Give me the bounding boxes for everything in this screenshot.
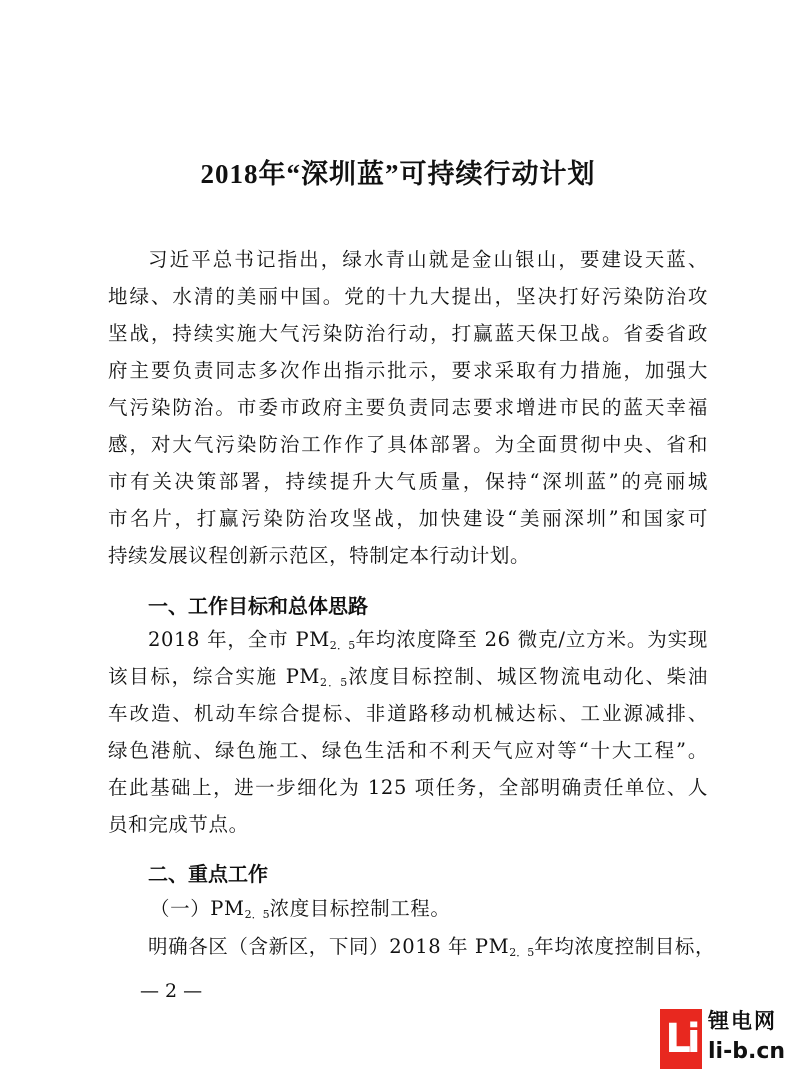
intro-line: 府主要负责同志多次作出指示批示，要求采取有力措施，加强大 bbox=[108, 359, 708, 382]
goal-line: 员和完成节点。 bbox=[108, 813, 249, 836]
body-text: 明确各区（含新区，下同）2018 年 PM bbox=[148, 935, 510, 958]
intro-line: 市名片，打赢污染防治攻坚战，加快建设“美丽深圳”和国家可 bbox=[108, 507, 708, 530]
section-heading-1: 一、工作目标和总体思路 bbox=[148, 594, 368, 618]
pm-subscript: 2．5 bbox=[319, 676, 348, 689]
goal-text: 浓度目标控制、城区物流电动化、柴油 bbox=[347, 665, 709, 688]
goal-line bbox=[108, 665, 708, 695]
goal-line bbox=[148, 628, 708, 658]
goal-text: 该目标，综合实施 PM bbox=[108, 665, 320, 688]
intro-line: 市有关决策部署，持续提升大气质量，保持“深圳蓝”的亮丽城 bbox=[108, 470, 708, 493]
intro-line: 坚战，持续实施大气污染防治行动，打赢蓝天保卫战。省委省政 bbox=[108, 322, 708, 345]
subsection-text: （一）PM bbox=[150, 897, 245, 920]
watermark-logo: Li bbox=[660, 1009, 702, 1069]
section-heading-2: 二、重点工作 bbox=[148, 862, 268, 886]
goal-text: 年均浓度降至 26 微克/立方米。为实现 bbox=[355, 628, 709, 651]
intro-line: 气污染防治。市委市政府主要负责同志要求增进市民的蓝天幸福 bbox=[108, 396, 708, 419]
pm-subscript: 2．5 bbox=[509, 946, 535, 959]
goal-line: 在此基础上，进一步细化为 125 项任务，全部明确责任单位、人 bbox=[108, 776, 708, 799]
goal-line: 车改造、机动车综合提标、非道路移动机械达标、工业源减排、 bbox=[108, 702, 708, 725]
goal-text: 2018 年，全市 PM bbox=[148, 628, 330, 651]
site-watermark bbox=[650, 1003, 796, 1077]
intro-line: 地绿、水清的美丽中国。党的十九大提出，坚决打好污染防治攻 bbox=[108, 285, 708, 308]
intro-line: 习近平总书记指出，绿水青山就是金山银山，要建设天蓝、 bbox=[148, 248, 708, 271]
subsection-text: 浓度目标控制工程。 bbox=[269, 897, 451, 920]
intro-line: 持续发展议程创新示范区，特制定本行动计划。 bbox=[108, 544, 531, 567]
watermark-site-url: li-b.cn bbox=[708, 1039, 786, 1064]
subsection-heading bbox=[150, 897, 690, 927]
document-title: 2018年“深圳蓝”可持续行动计划 bbox=[200, 159, 596, 189]
pm-subscript: 2．5 bbox=[244, 908, 270, 921]
page-number: — 2 — bbox=[140, 980, 203, 1002]
goal-line: 绿色港航、绿色施工、绿色生活和不利天气应对等“十大工程”。 bbox=[108, 739, 708, 762]
intro-line: 感，对大气污染防治工作作了具体部署。为全面贯彻中央、省和 bbox=[108, 433, 708, 456]
watermark-site-name: 锂电网 bbox=[708, 1009, 777, 1033]
body-text: 年均浓度控制目标， bbox=[534, 935, 716, 958]
body-line bbox=[148, 935, 716, 965]
pm-subscript: 2．5 bbox=[329, 639, 356, 652]
